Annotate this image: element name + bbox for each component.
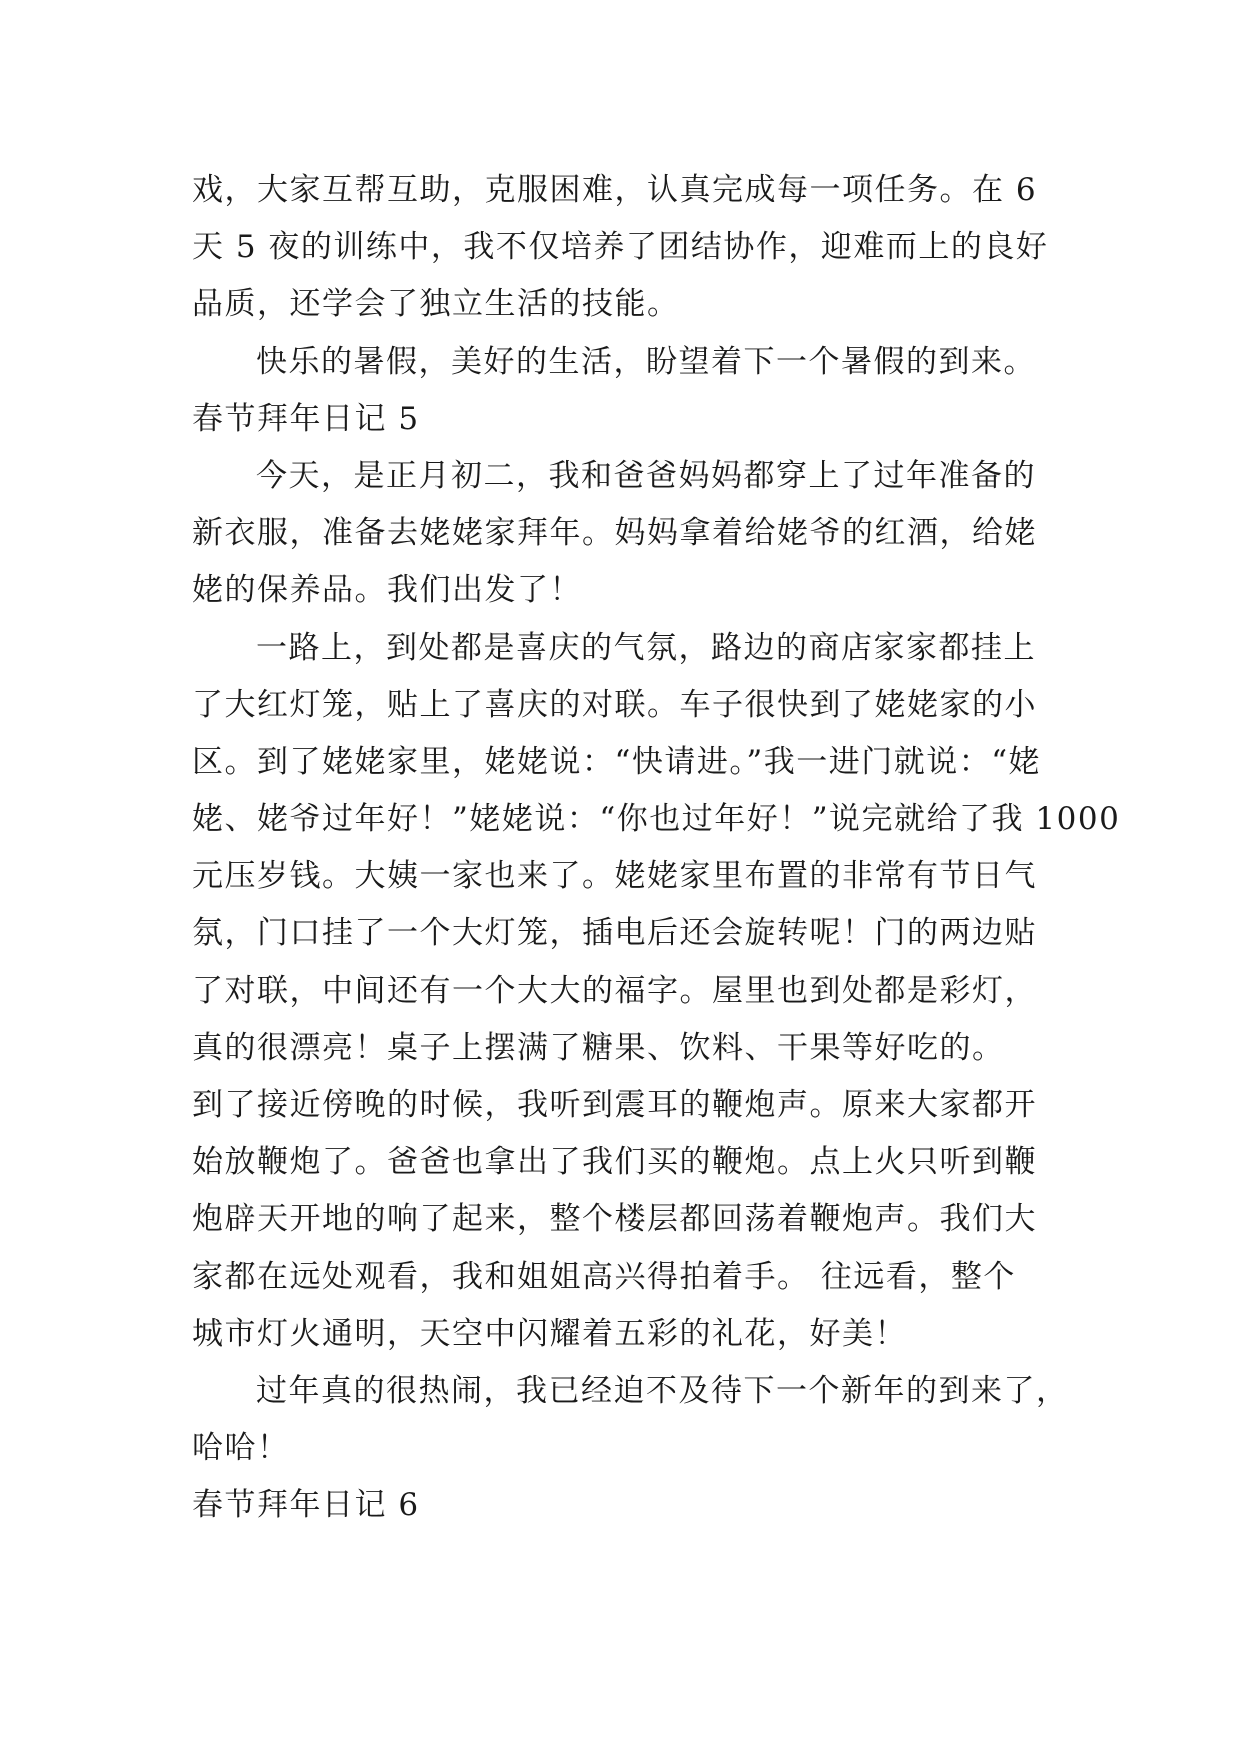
paragraph-line: 一路上，到处都是喜庆的气氛，路边的商店家家都挂上 bbox=[256, 629, 1036, 666]
text-line: 始放鞭炮了。爸爸也拿出了我们买的鞭炮。点上火只听到鞭 bbox=[192, 1144, 1037, 1181]
section-heading: 春节拜年日记 6 bbox=[192, 1487, 420, 1524]
text-line: 新衣服，准备去姥姥家拜年。妈妈拿着给姥爷的红酒，给姥 bbox=[192, 515, 1037, 552]
text-line: 氛，门口挂了一个大灯笼，插电后还会旋转呢！门的两边贴 bbox=[192, 915, 1037, 952]
document-body bbox=[192, 162, 1121, 1535]
text-line: 到了接近傍晚的时候，我听到震耳的鞭炮声。原来大家都开 bbox=[192, 1087, 1037, 1123]
text-line: 天 5 夜的训练中，我不仅培养了团结协作，迎难而上的良好 bbox=[192, 229, 1049, 266]
text-line: 真的很漂亮！桌子上摆满了糖果、饮料、干果等好吃的。 bbox=[192, 1029, 1005, 1066]
text-line: 姥的保养品。我们出发了！ bbox=[192, 572, 582, 609]
paragraph-line: 过年真的很热闹，我已经迫不及待下一个新年的到来了， bbox=[256, 1372, 1069, 1409]
text-line: 了大红灯笼，贴上了喜庆的对联。车子很快到了姥姥家的小 bbox=[192, 686, 1037, 723]
text-line: 元压岁钱。大姨一家也来了。姥姥家里布置的非常有节日气 bbox=[192, 858, 1037, 895]
text-line: 家都在远处观看，我和姐姐高兴得拍着手。 往远看，整个 bbox=[192, 1258, 1016, 1295]
text-line: 区。到了姥姥家里，姥姥说：“快请进。”我一进门就说：“姥 bbox=[192, 743, 1042, 780]
text-line: 姥、姥爷过年好！”姥姥说：“你也过年好！”说完就给了我 1000 bbox=[192, 801, 1121, 838]
text-line: 了对联，中间还有一个大大的福字。屋里也到处都是彩灯， bbox=[192, 972, 1037, 1009]
paragraph-line: 快乐的暑假，美好的生活，盼望着下一个暑假的到来。 bbox=[256, 343, 1036, 380]
text-line: 哈哈！ bbox=[192, 1430, 290, 1467]
text-line: 炮辟天开地的响了起来，整个楼层都回荡着鞭炮声。我们大 bbox=[192, 1201, 1037, 1238]
text-line: 戏，大家互帮互助，克服困难，认真完成每一项任务。在 6 bbox=[192, 172, 1038, 208]
section-heading: 春节拜年日记 5 bbox=[192, 400, 420, 437]
text-line: 品质，还学会了独立生活的技能。 bbox=[192, 286, 680, 323]
text-line: 城市灯火通明，天空中闪耀着五彩的礼花，好美！ bbox=[192, 1315, 907, 1352]
paragraph-line: 今天，是正月初二，我和爸爸妈妈都穿上了过年准备的 bbox=[256, 457, 1036, 494]
